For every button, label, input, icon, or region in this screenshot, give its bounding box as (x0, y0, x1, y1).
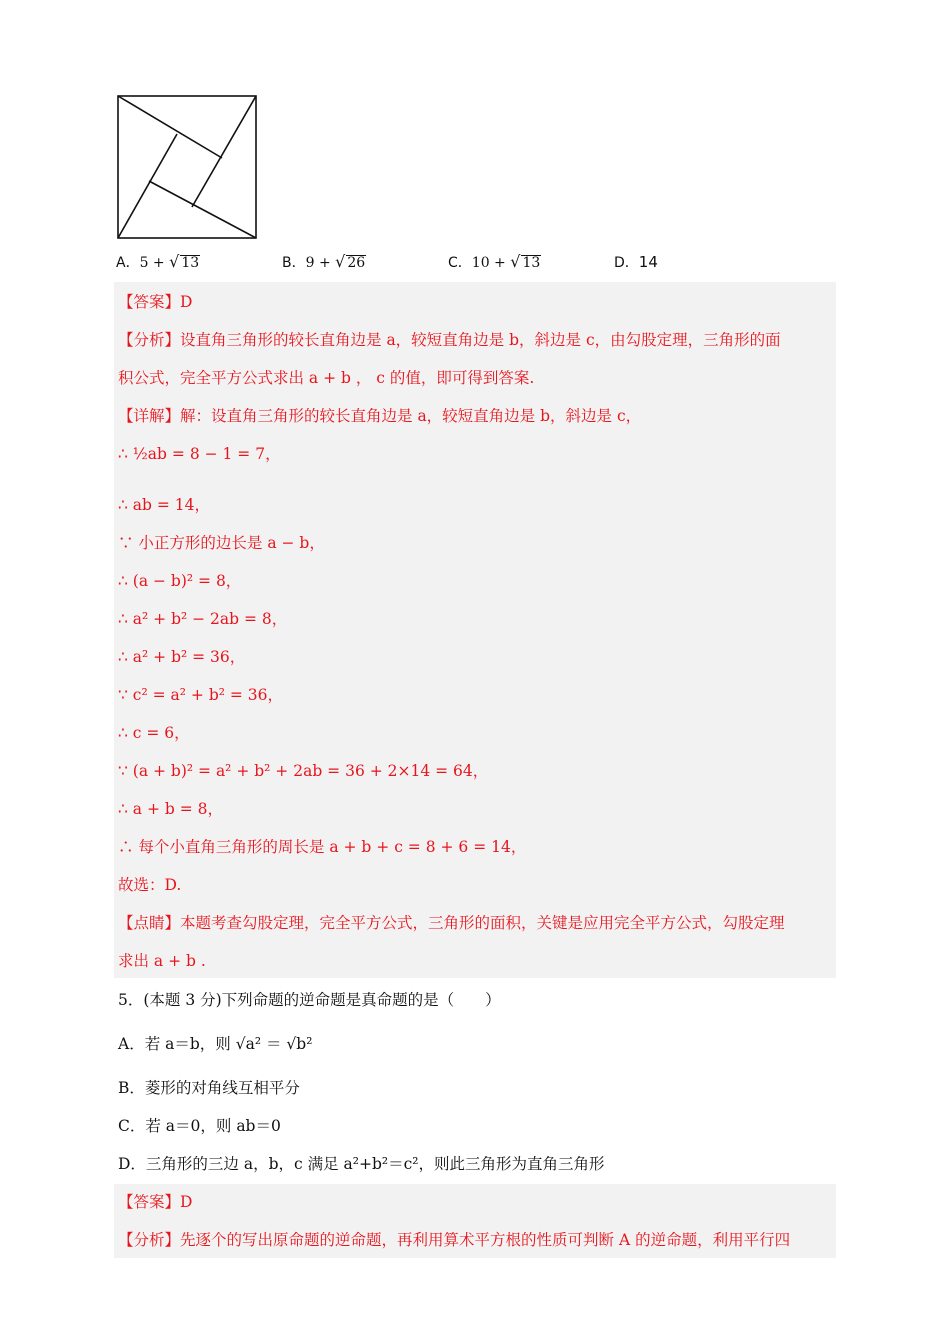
q4-step-1: ∴ ½ab = 8 − 1 = 7， (118, 445, 281, 463)
q4-options (116, 252, 816, 274)
q4-detail-intro: 【详解】解：设直角三角形的较长直角边是 a，较短直角边是 b，斜边是 c， (118, 407, 642, 425)
q4-option-a[interactable]: A．5 + √ 13 (116, 252, 200, 271)
q4-comment-line-1: 【点睛】本题考查勾股定理，完全平方公式，三角形的面积，关键是应用完全平方公式，勾股定理 (118, 914, 785, 932)
q4-analysis-line-2: 积公式，完全平方公式求出 a + b ， c 的值，即可得到答案. (118, 369, 535, 387)
pythagoras-square-figure (116, 94, 258, 240)
q4-answer: 【答案】D (118, 293, 193, 311)
q4-step-10: ∴ a + b = 8， (118, 800, 223, 818)
q4-option-c[interactable]: C．10 + √ 13 (448, 252, 541, 271)
q4-step-11: ∴ 每个小直角三角形的周长是 a + b + c = 8 + 6 = 14， (118, 838, 527, 856)
q4-comment-line-2: 求出 a + b . (118, 952, 206, 970)
q5-option-b[interactable]: B．菱形的对角线互相平分 (118, 1079, 300, 1097)
q4-step-3: ∵ 小正方形的边长是 a − b， (118, 534, 325, 552)
q5-stem: 5．(本题 3 分)下列命题的逆命题是真命题的是（ ） (118, 991, 501, 1009)
q4-step-4: ∴ (a − b)² = 8， (118, 572, 242, 590)
q5-option-d[interactable]: D．三角形的三边 a，b，c 满足 a²+b²＝c²，则此三角形为直角三角形 (118, 1155, 605, 1173)
q4-step-9: ∵ (a + b)² = a² + b² + 2ab = 36 + 2×14 = 64， (118, 762, 489, 780)
outer-square (118, 96, 256, 238)
q4-analysis-line-1: 【分析】设直角三角形的较长直角边是 a，较短直角边是 b，斜边是 c，由勾股定理，三角形的面 (118, 331, 781, 349)
q5-option-a[interactable]: A．若 a＝b，则 √a² ＝ √b² (118, 1035, 313, 1053)
q5-answer: 【答案】D (118, 1193, 193, 1211)
q4-option-b[interactable]: B．9 + √ 26 (282, 252, 366, 271)
q4-step-5: ∴ a² + b² − 2ab = 8， (118, 610, 288, 628)
q4-step-2: ∴ ab = 14， (118, 496, 211, 514)
q5-option-c[interactable]: C．若 a＝0，则 ab＝0 (118, 1117, 281, 1135)
q4-step-7: ∵ c² = a² + b² = 36， (118, 686, 284, 704)
q4-option-d[interactable]: D．14 (614, 253, 658, 271)
q4-step-8: ∴ c = 6， (118, 724, 190, 742)
q4-choose: 故选：D. (118, 876, 182, 894)
q5-analysis-line-1: 【分析】先逐个的写出原命题的逆命题，再利用算术平方根的性质可判断 A 的逆命题，利用平行四 (118, 1231, 791, 1249)
q4-step-6: ∴ a² + b² = 36， (118, 648, 246, 666)
